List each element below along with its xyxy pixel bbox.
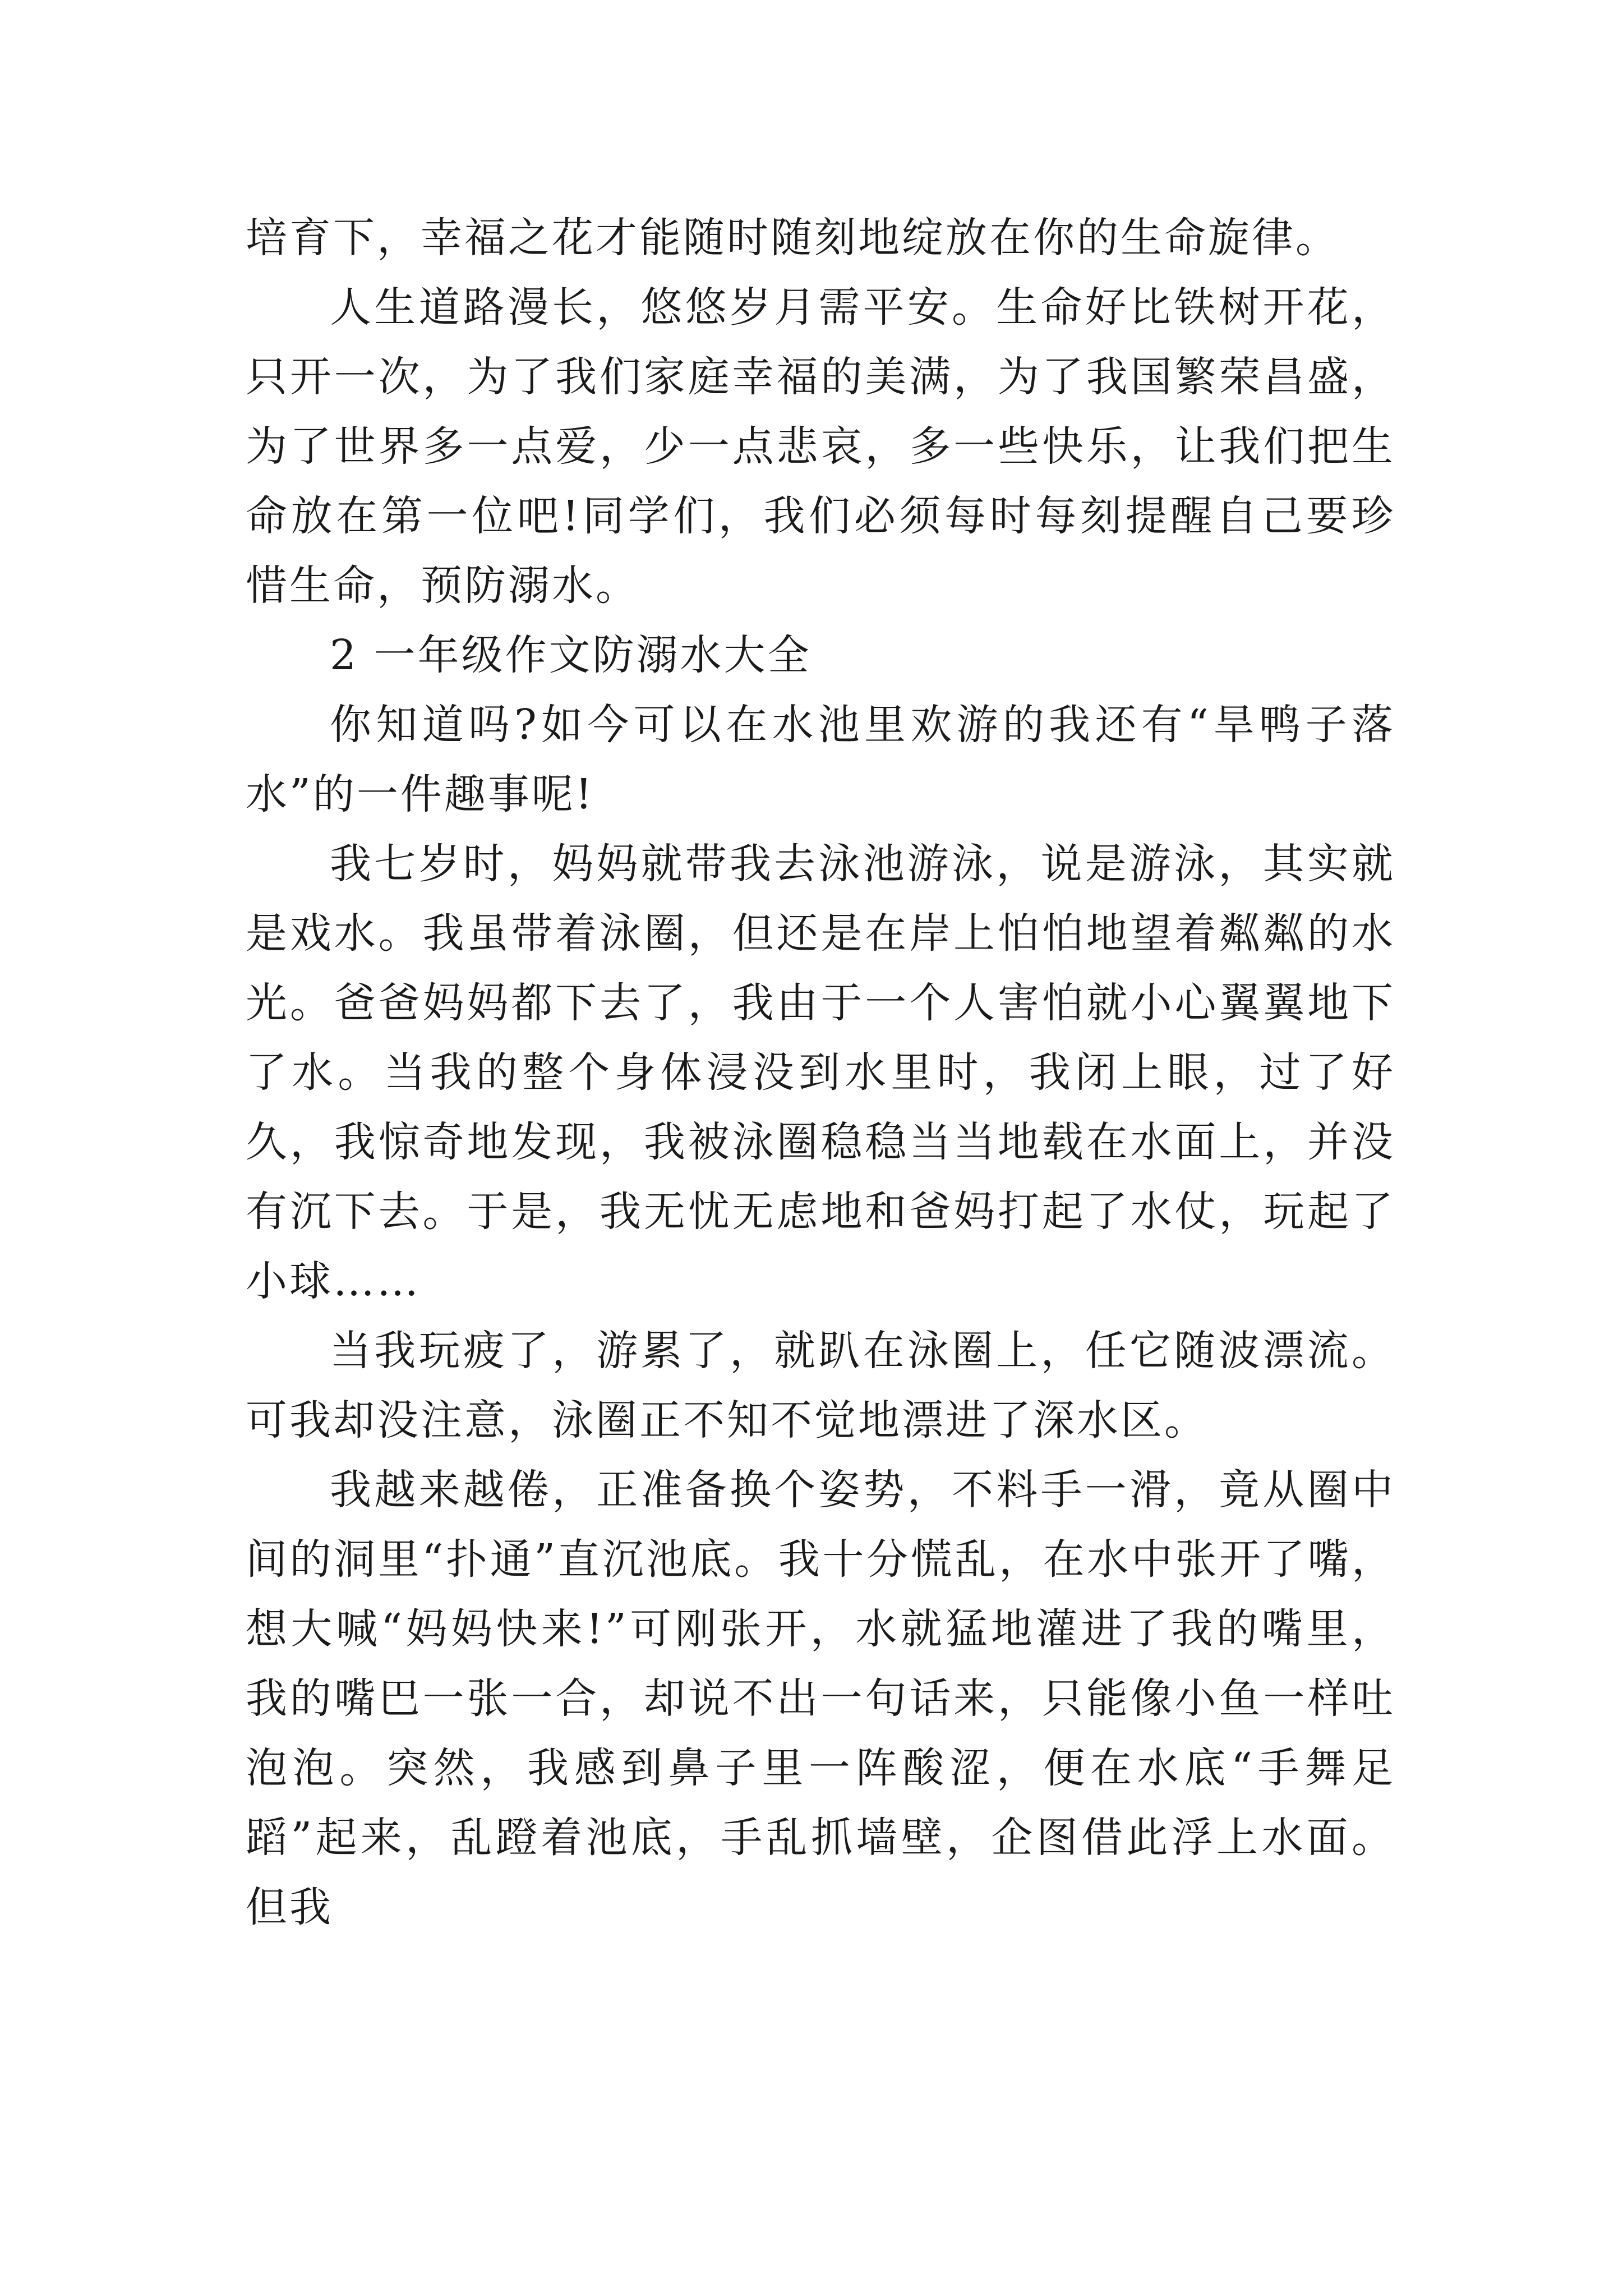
paragraph: 培育下，幸福之花才能随时随刻地绽放在你的生命旋律。 [246,214,1339,262]
section-heading: 2 一年级作文防溺水大全 [330,631,811,679]
paragraph: 我越来越倦，正准备换个姿势，不料手一滑，竟从圈中间的洞里“扑通”直沉池底。我十分慌乱，在水中张开了嘴，想大喊“妈妈快来!”可刚张开，水就猛地灌进了我的嘴里，我的嘴巴一张一合，却说不出一句话来，只能像小鱼一样吐泡泡。突然，我感到鼻子里一阵酸涩，便在水底“手舞足蹈”起来，乱蹬着池底，手乱抓墙壁，企图借此浮上水面。但我 [246,1466,1395,1931]
paragraph: 我七岁时，妈妈就带我去泳池游泳，说是游泳，其实就是戏水。我虽带着泳圈，但还是在岸上怕怕地望着粼粼的水光。爸爸妈妈都下去了，我由于一个人害怕就小心翼翼地下了水。当我的整个身体浸没到水里时，我闭上眼，过了好久，我惊奇地发现，我被泳圈稳稳当当地载在水面上，并没有沉下去。于是，我无忧无虑地和爸妈打起了水仗，玩起了小球…… [246,840,1395,1305]
document-body [246,203,1395,1942]
paragraph: 人生道路漫长，悠悠岁月需平安。生命好比铁树开花，只开一次，为了我们家庭幸福的美满，为了我国繁荣昌盛，为了世界多一点爱，少一点悲哀，多一些快乐，让我们把生命放在第一位吧!同学们，我们必须每时每刻提醒自己要珍惜生命，预防溺水。 [246,283,1395,610]
paragraph: 当我玩疲了，游累了，就趴在泳圈上，任它随波漂流。可我却没注意，泳圈正不知不觉地漂进了深水区。 [246,1327,1395,1444]
paragraph: 你知道吗?如今可以在水池里欢游的我还有“旱鸭子落水”的一件趣事呢! [246,701,1395,818]
